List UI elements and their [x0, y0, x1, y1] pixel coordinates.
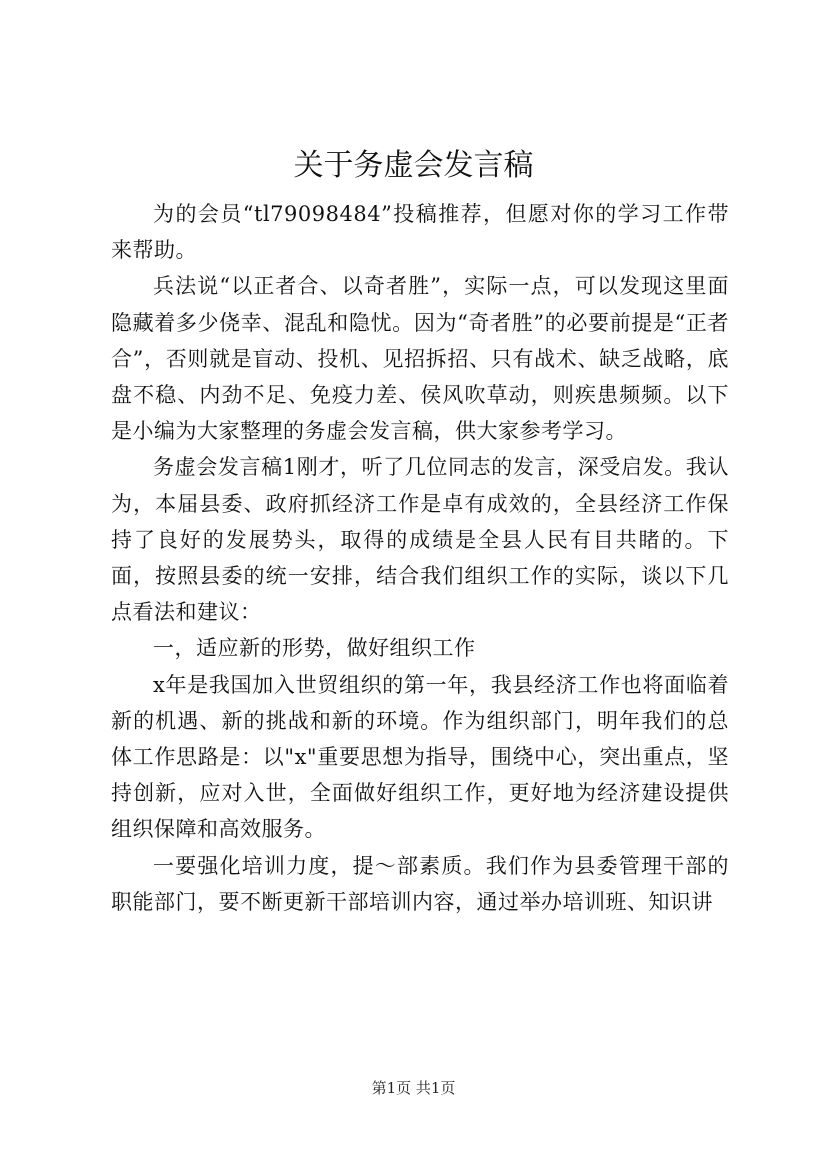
document-body	[111, 196, 729, 920]
document-title: 关于务虚会发言稿	[293, 148, 534, 183]
paragraph-training: 一要强化培训力度，提～部素质。我们作为县委管理干部的职能部门，要不断更新干部培训内容，通过举办培训班、知识讲	[111, 853, 729, 914]
page-footer: 第1页 共1页	[371, 1079, 456, 1097]
paragraph-speech-opening: 务虚会发言稿1刚才，听了几位同志的发言，深受启发。我认为，本届县委、政府抓经济工作是卓有成效的，全县经济工作保持了良好的发展势头，取得的成绩是全县人民有目共睹的。下面，按照县委的统一安排，结合我们组织工作的实际，谈以下几点看法和建议：	[111, 455, 729, 625]
paragraph-work-plan: x年是我国加入世贸组织的第一年，我县经济工作也将面临着新的机遇、新的挑战和新的环境。作为组织部门，明年我们的总体工作思路是：以"x"重要思想为指导，围绕中心，突出重点，坚持创新，应对入世，全面做好组织工作，更好地为经济建设提供组织保障和高效服务。	[111, 672, 729, 842]
paragraph-strategy: 兵法说“以正者合、以奇者胜”，实际一点，可以发现这里面隐藏着多少侥幸、混乱和隐忧。因为“奇者胜”的必要前提是“正者合”，否则就是盲动、投机、见招拆招、只有战术、缺乏战略，底盘不稳、内劲不足、免疫力差、侯风吹草动，则疾患频频。以下是小编为大家整理的务虚会发言稿，供大家参考学习。	[111, 274, 729, 444]
paragraph-intro: 为的会员“tl79098484”投稿推荐，但愿对你的学习工作带来帮助。	[111, 202, 729, 263]
section-heading-one: 一，适应新的形势，做好组织工作	[153, 636, 476, 661]
